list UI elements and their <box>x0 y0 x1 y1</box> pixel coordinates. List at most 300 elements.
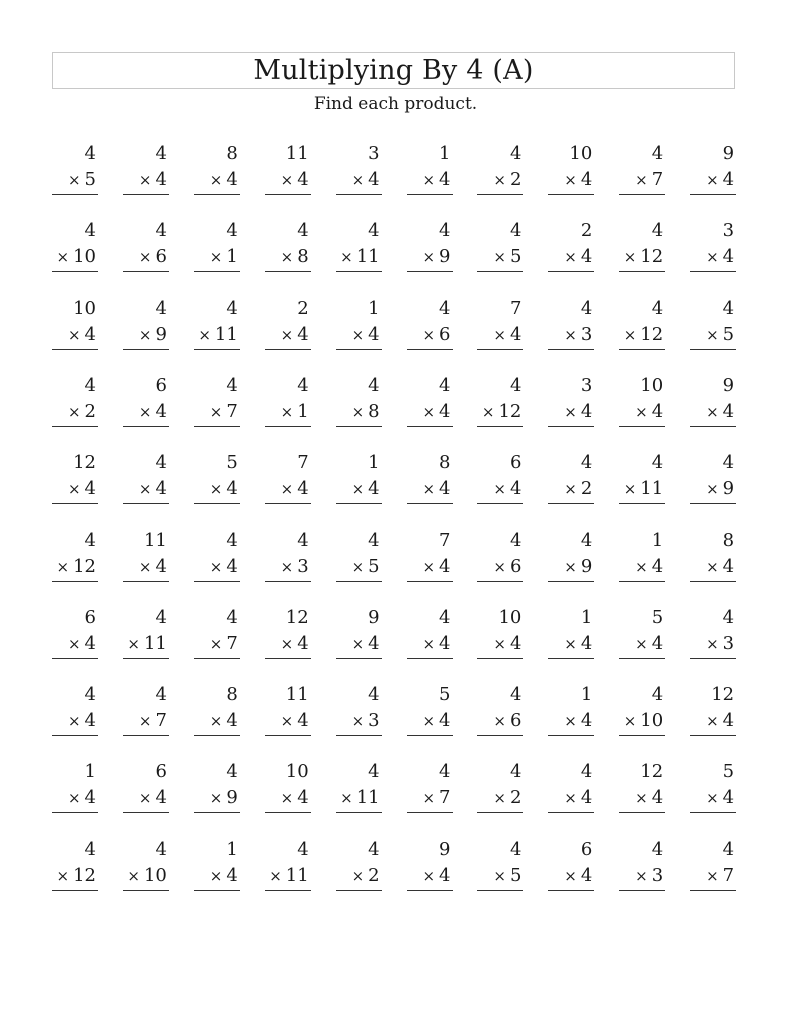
multiplier: 4 <box>84 787 96 809</box>
multiplier: 4 <box>722 555 735 577</box>
multiplier-line <box>422 401 450 423</box>
multiplier-line <box>624 478 663 500</box>
times-sign: × <box>269 866 282 885</box>
multiplication-problem <box>690 607 736 657</box>
times-sign: × <box>635 634 648 653</box>
times-sign: × <box>564 557 577 576</box>
times-sign: × <box>280 248 294 267</box>
multiplicand: 11 <box>285 143 309 164</box>
multiplier-line <box>210 401 238 423</box>
multiplicand: 9 <box>722 143 735 164</box>
multiplier-line <box>68 169 96 191</box>
multiplication-problem <box>477 143 523 193</box>
multiplicand: 8 <box>439 452 451 474</box>
multiplication-problem <box>123 298 169 348</box>
multiplication-problem <box>477 220 523 270</box>
times-sign: × <box>127 634 140 653</box>
multiplication-problem <box>123 839 169 889</box>
multiplicand: 10 <box>73 297 96 319</box>
multiplication-problem <box>52 530 98 580</box>
multiplier-line <box>624 246 663 268</box>
multiplier: 2 <box>509 169 522 190</box>
multiplicand: 4 <box>368 838 380 860</box>
times-sign: × <box>422 712 436 731</box>
times-sign: × <box>623 325 637 344</box>
multiplication-problem <box>265 375 311 425</box>
multiplier-line <box>493 556 521 578</box>
multiplicand: 4 <box>722 297 735 319</box>
times-sign: × <box>351 325 365 344</box>
multiplier: 4 <box>651 400 664 422</box>
answer-line <box>265 735 311 736</box>
multiplicand: 1 <box>580 684 593 706</box>
multiplication-problem <box>123 375 169 425</box>
times-sign: × <box>351 634 365 653</box>
answer-line <box>52 426 98 427</box>
multiplicand: 1 <box>368 452 380 474</box>
multiplier-line <box>493 633 521 655</box>
answer-line <box>407 812 453 813</box>
multiplier-line <box>706 865 734 887</box>
answer-line <box>194 812 240 813</box>
multiplier-line <box>281 710 309 732</box>
times-sign: × <box>422 634 436 653</box>
times-sign: × <box>280 712 294 731</box>
multiplicand: 12 <box>711 684 735 706</box>
answer-line <box>265 658 311 659</box>
multiplier-line <box>352 401 380 423</box>
multiplication-problem <box>477 839 523 889</box>
problem-row <box>52 761 736 838</box>
answer-line <box>123 271 169 272</box>
times-sign: × <box>56 866 70 885</box>
multiplier-line <box>281 246 309 268</box>
multiplier-line <box>493 169 521 191</box>
answer-line <box>619 503 665 504</box>
multiplier-line <box>564 787 592 809</box>
times-sign: × <box>280 402 294 421</box>
multiplier-line <box>564 401 592 423</box>
multiplier-line <box>635 169 663 191</box>
multiplication-problem <box>690 839 736 889</box>
answer-line <box>548 349 594 350</box>
multiplicand: 4 <box>368 684 380 706</box>
multiplier: 4 <box>722 710 735 732</box>
answer-line <box>548 890 594 891</box>
answer-line <box>477 349 523 350</box>
multiplication-problem <box>407 684 453 734</box>
answer-line <box>123 503 169 504</box>
times-sign: × <box>706 480 719 499</box>
multiplication-problem <box>548 761 594 811</box>
multiplier: 4 <box>580 787 593 809</box>
multiplication-problem <box>265 530 311 580</box>
multiplier-line <box>422 556 450 578</box>
answer-line <box>194 735 240 736</box>
multiplication-problem <box>52 607 98 657</box>
multiplier: 4 <box>226 864 238 886</box>
answer-line <box>336 812 382 813</box>
answer-line <box>477 581 523 582</box>
answer-line <box>690 581 736 582</box>
multiplier-line <box>422 865 450 887</box>
times-sign: × <box>209 634 223 653</box>
multiplication-problem <box>407 220 453 270</box>
multiplier-line <box>281 478 309 500</box>
multiplicand: 4 <box>722 452 735 474</box>
multiplication-problem <box>690 530 736 580</box>
multiplier: 12 <box>640 246 664 268</box>
times-sign: × <box>635 789 648 808</box>
multiplication-problem <box>194 298 240 348</box>
multiplier-line <box>422 710 450 732</box>
multiplication-problem <box>123 607 169 657</box>
multiplication-problem <box>194 452 240 502</box>
times-sign: × <box>280 171 294 189</box>
multiplier: 8 <box>297 246 309 268</box>
multiplier-line <box>127 633 166 655</box>
multiplication-problem <box>336 761 382 811</box>
answer-line <box>52 658 98 659</box>
answer-line <box>123 426 169 427</box>
answer-line <box>690 812 736 813</box>
multiplicand: 8 <box>226 143 238 164</box>
times-sign: × <box>422 325 436 344</box>
multiplication-problem <box>619 530 665 580</box>
times-sign: × <box>493 171 506 189</box>
multiplicand: 7 <box>509 297 522 319</box>
answer-line <box>477 812 523 813</box>
multiplication-problem <box>477 298 523 348</box>
multiplier: 4 <box>226 169 238 190</box>
times-sign: × <box>138 712 152 731</box>
multiplicand: 10 <box>569 143 593 164</box>
multiplier: 5 <box>509 864 522 886</box>
multiplication-problem <box>52 375 98 425</box>
multiplication-problem <box>194 375 240 425</box>
multiplier-line <box>139 556 167 578</box>
multiplicand: 1 <box>439 143 451 164</box>
multiplicand: 4 <box>226 374 238 396</box>
multiplier-line <box>210 710 238 732</box>
multiplier-line <box>564 478 592 500</box>
multiplier: 4 <box>509 632 522 654</box>
multiplier-line <box>210 787 238 809</box>
answer-line <box>52 271 98 272</box>
problem-row <box>52 530 736 607</box>
multiplication-problem <box>407 298 453 348</box>
multiplier-line <box>352 324 380 346</box>
multiplier-line <box>635 556 663 578</box>
multiplicand: 4 <box>226 606 238 628</box>
answer-line <box>477 735 523 736</box>
answer-line <box>548 581 594 582</box>
multiplier-line <box>139 401 167 423</box>
problem-row <box>52 607 736 684</box>
multiplication-problem <box>407 607 453 657</box>
answer-line <box>619 812 665 813</box>
times-sign: × <box>138 325 152 344</box>
times-sign: × <box>351 480 365 499</box>
answer-line <box>194 581 240 582</box>
multiplicand: 11 <box>285 684 309 706</box>
multiplicand: 4 <box>226 529 238 551</box>
multiplicand: 4 <box>297 220 309 242</box>
multiplier-line <box>635 787 663 809</box>
multiplication-problem <box>619 839 665 889</box>
multiplier: 3 <box>580 323 593 345</box>
times-sign: × <box>635 557 648 576</box>
multiplicand: 9 <box>368 606 380 628</box>
times-sign: × <box>564 480 577 499</box>
times-sign: × <box>706 557 719 576</box>
multiplier-line <box>281 633 309 655</box>
multiplication-problem <box>548 607 594 657</box>
multiplicand: 1 <box>84 761 96 783</box>
multiplication-problem <box>548 143 594 193</box>
times-sign: × <box>493 866 506 885</box>
times-sign: × <box>138 557 152 576</box>
multiplication-problem <box>123 452 169 502</box>
answer-line <box>265 503 311 504</box>
times-sign: × <box>280 634 294 653</box>
times-sign: × <box>422 789 436 808</box>
times-sign: × <box>67 634 81 653</box>
multiplier-line <box>352 478 380 500</box>
multiplier: 11 <box>356 787 380 809</box>
multiplier-line <box>422 633 450 655</box>
multiplier-line <box>210 865 238 887</box>
times-sign: × <box>422 171 436 189</box>
multiplication-problem <box>123 143 169 193</box>
multiplicand: 5 <box>226 452 238 474</box>
answer-line <box>619 271 665 272</box>
answer-line <box>194 890 240 891</box>
multiplier-line <box>352 169 380 191</box>
problem-row <box>52 143 736 220</box>
multiplication-problem <box>407 839 453 889</box>
multiplier: 11 <box>214 323 238 345</box>
multiplication-problem <box>336 607 382 657</box>
multiplicand: 4 <box>155 143 167 164</box>
multiplier: 10 <box>143 864 167 886</box>
answer-line <box>123 581 169 582</box>
multiplier-line <box>127 865 166 887</box>
multiplier: 10 <box>640 710 664 732</box>
times-sign: × <box>564 402 577 421</box>
multiplier-line <box>139 246 167 268</box>
multiplier: 4 <box>155 169 167 190</box>
multiplication-problem <box>52 298 98 348</box>
times-sign: × <box>280 789 294 808</box>
multiplication-problem <box>690 298 736 348</box>
multiplier: 4 <box>155 400 167 422</box>
multiplier: 4 <box>84 710 96 732</box>
multiplier-line <box>482 401 521 423</box>
answer-line <box>477 426 523 427</box>
multiplier: 5 <box>722 323 735 345</box>
times-sign: × <box>209 402 223 421</box>
multiplier-line <box>57 246 96 268</box>
multiplication-problem <box>194 530 240 580</box>
multiplier-line <box>624 324 663 346</box>
multiplier: 1 <box>297 400 309 422</box>
times-sign: × <box>422 557 436 576</box>
multiplier-line <box>564 556 592 578</box>
answer-line <box>336 735 382 736</box>
multiplier: 4 <box>722 787 735 809</box>
answer-line <box>123 890 169 891</box>
multiplier: 4 <box>297 323 309 345</box>
multiplier: 4 <box>580 169 593 190</box>
multiplication-problem <box>690 684 736 734</box>
multiplicand: 4 <box>580 761 593 783</box>
multiplier-line <box>210 246 238 268</box>
multiplier-line <box>493 324 521 346</box>
multiplicand: 4 <box>84 143 96 164</box>
multiplier-line <box>493 478 521 500</box>
multiplier-line <box>422 169 450 191</box>
times-sign: × <box>481 402 495 421</box>
answer-line <box>123 658 169 659</box>
times-sign: × <box>493 557 506 576</box>
multiplier: 4 <box>84 478 96 500</box>
multiplication-problem <box>548 375 594 425</box>
answer-line <box>194 271 240 272</box>
multiplier: 4 <box>722 246 735 268</box>
answer-line <box>336 349 382 350</box>
multiplication-problem <box>619 298 665 348</box>
multiplication-problem <box>619 375 665 425</box>
times-sign: × <box>209 480 223 499</box>
multiplier: 11 <box>143 632 167 654</box>
multiplication-problem <box>336 530 382 580</box>
answer-line <box>407 194 453 195</box>
answer-line <box>265 194 311 195</box>
times-sign: × <box>564 712 577 731</box>
multiplier: 4 <box>580 710 593 732</box>
multiplier: 4 <box>580 632 593 654</box>
multiplier: 4 <box>651 632 664 654</box>
multiplier-line <box>706 710 734 732</box>
multiplier: 6 <box>509 555 522 577</box>
multiplier-line <box>564 633 592 655</box>
multiplication-problem <box>477 452 523 502</box>
multiplicand: 4 <box>368 529 380 551</box>
multiplier: 10 <box>73 246 96 268</box>
multiplicand: 4 <box>84 374 96 396</box>
multiplier: 9 <box>580 555 593 577</box>
multiplication-problem <box>619 143 665 193</box>
multiplicand: 4 <box>509 761 522 783</box>
answer-line <box>548 271 594 272</box>
multiplication-problem <box>265 220 311 270</box>
multiplicand: 6 <box>509 452 522 474</box>
answer-line <box>265 581 311 582</box>
times-sign: × <box>706 402 719 421</box>
multiplicand: 6 <box>580 838 593 860</box>
multiplication-problem <box>123 220 169 270</box>
multiplier-line <box>68 478 96 500</box>
answer-line <box>265 812 311 813</box>
multiplicand: 4 <box>509 684 522 706</box>
times-sign: × <box>209 866 223 885</box>
answer-line <box>52 890 98 891</box>
multiplier: 2 <box>580 478 593 500</box>
answer-line <box>619 735 665 736</box>
answer-line <box>407 890 453 891</box>
multiplier-line <box>340 787 379 809</box>
multiplicand: 4 <box>651 684 664 706</box>
multiplier-line <box>564 324 592 346</box>
multiplier: 4 <box>580 400 593 422</box>
answer-line <box>194 194 240 195</box>
multiplier-line <box>281 401 309 423</box>
multiplier: 4 <box>297 478 309 500</box>
answer-line <box>690 890 736 891</box>
times-sign: × <box>422 866 436 885</box>
multiplication-problem <box>123 684 169 734</box>
answer-line <box>548 658 594 659</box>
multiplier: 4 <box>297 787 309 809</box>
times-sign: × <box>493 480 506 499</box>
multiplicand: 4 <box>297 838 309 860</box>
multiplier-line <box>198 324 237 346</box>
multiplier: 4 <box>580 246 593 268</box>
multiplication-problem <box>336 839 382 889</box>
multiplicand: 4 <box>509 143 522 164</box>
times-sign: × <box>56 557 70 576</box>
times-sign: × <box>635 402 648 421</box>
multiplier-line <box>68 401 96 423</box>
multiplication-problem <box>52 452 98 502</box>
answer-line <box>336 426 382 427</box>
multiplier: 3 <box>651 864 664 886</box>
multiplier: 4 <box>226 555 238 577</box>
multiplier: 4 <box>84 632 96 654</box>
multiplication-problem <box>407 530 453 580</box>
multiplication-problem <box>407 143 453 193</box>
multiplication-problem <box>477 761 523 811</box>
times-sign: × <box>67 712 81 731</box>
multiplier-line <box>635 401 663 423</box>
multiplier-line <box>493 246 521 268</box>
answer-line <box>407 658 453 659</box>
times-sign: × <box>138 480 152 499</box>
multiplier: 4 <box>368 478 380 500</box>
multiplier-line <box>635 633 663 655</box>
answer-line <box>407 271 453 272</box>
multiplier-line <box>68 324 96 346</box>
multiplication-problem <box>477 684 523 734</box>
multiplicand: 4 <box>368 761 380 783</box>
multiplier: 4 <box>155 478 167 500</box>
multiplier-line <box>706 401 734 423</box>
answer-line <box>619 890 665 891</box>
multiplication-problem <box>477 375 523 425</box>
multiplicand: 4 <box>226 220 238 242</box>
answer-line <box>336 271 382 272</box>
multiplicand: 4 <box>439 761 451 783</box>
multiplier: 3 <box>722 632 735 654</box>
multiplicand: 4 <box>155 297 167 319</box>
answer-line <box>407 503 453 504</box>
times-sign: × <box>351 402 365 421</box>
multiplication-problem <box>690 761 736 811</box>
multiplicand: 4 <box>651 297 664 319</box>
multiplier: 4 <box>297 169 309 190</box>
multiplier: 5 <box>84 169 96 190</box>
